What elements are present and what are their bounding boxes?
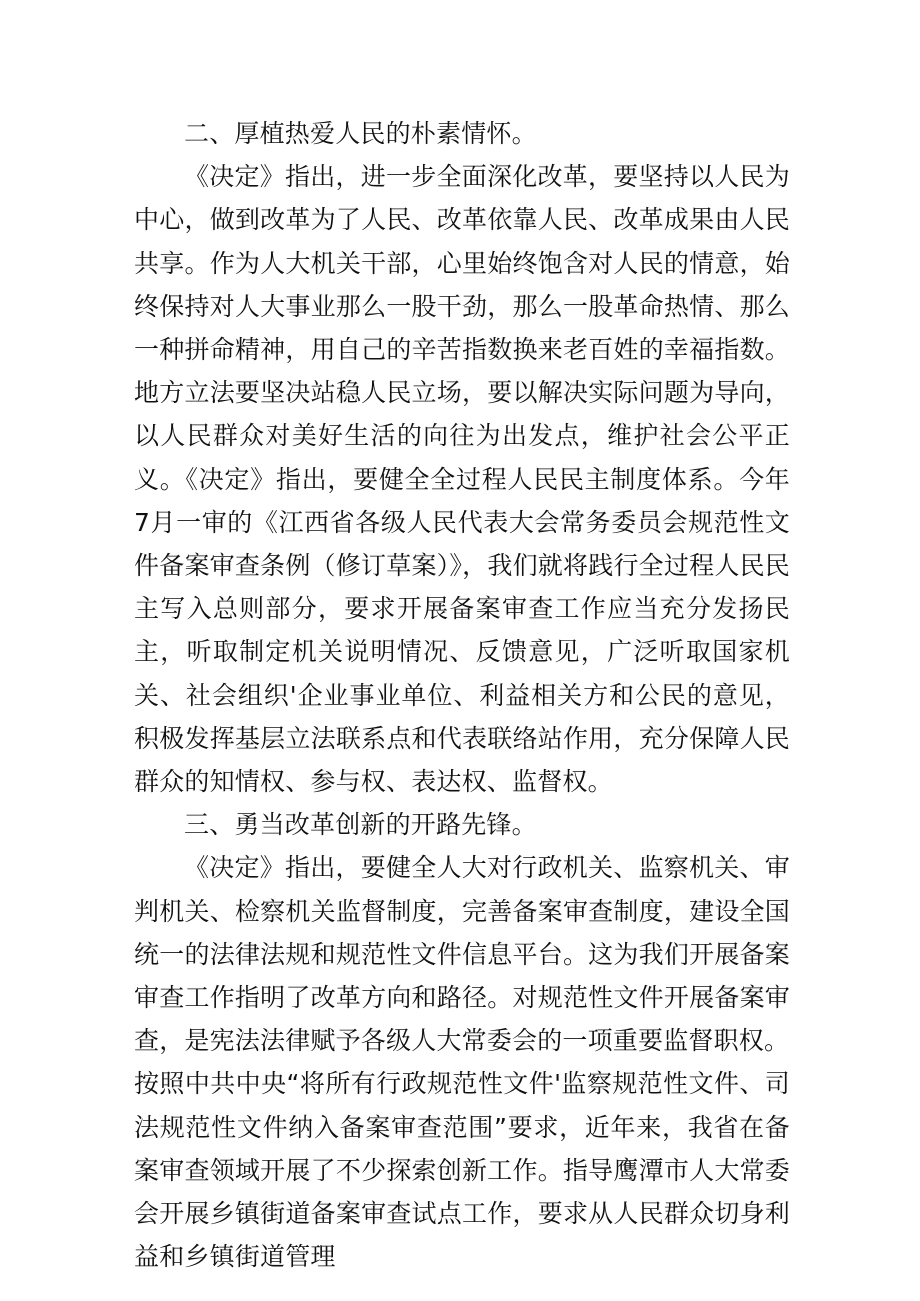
section-heading-two: 二、厚植热爱人民的朴素情怀。 xyxy=(184,119,537,148)
paragraph-two: 《决定》指出，要健全人大对行政机关、监察机关、审判机关、检察机关监督制度，完善备案审查制度，建设全国统一的法律法规和规范性文件信息平台。这为我们开展备案审查工作指明了改革方向和路径。对规范性文件开展备案审查，是宪法法律赋予各级人大常委会的一项重要监督职权。 xyxy=(134,853,790,1056)
document-body xyxy=(134,112,790,1278)
paragraph-three: 按照中共中央“将所有行政规范性文件'监察规范性文件、司法规范性文件纳入备案审查范围”要求，近年来，我省在备案审查领域开展了不少探索创新工作。指导鹰潭市人大常委会开展乡镇街道备案审查试点工作，要求从人民群众切身利益和乡镇街道管理 xyxy=(134,1069,790,1272)
section-heading-three: 三、勇当改革创新的开路先锋。 xyxy=(184,810,537,840)
paragraph-one: 《决定》指出，进一步全面深化改革，要坚持以人民为中心，做到改革为了人民、改革依靠人民、改革成果由人民共享。作为人大机关干部，心里始终饱含对人民的情意，始终保持对人大事业那么一股干劲，那么一股革命热情、那么一种拼命精神，用自己的辛苦指数换来老百姓的幸福指数。地方立法要坚决站稳人民立场，要以解决实际问题为导向，以人民群众对美好生活的向往为出发点，维护社会公平正义。《决定》指出，要健全全过程人民民主制度体系。今年7月一审的《江西省各级人民代表大会常务委员会规范性文件备案审查条例（修订草案）》，我们就将践行全过程人民民主写入总则部分，要求开展备案审查工作应当充分发扬民主，听取制定机关说明情况、反馈意见，广泛听取国家机关、社会组织'企业事业单位、利益相关方和公民的意见，积极发挥基层立法联系点和代表联络站作用，充分保障人民群众的知情权、参与权、表达权、监督权。 xyxy=(134,162,790,797)
